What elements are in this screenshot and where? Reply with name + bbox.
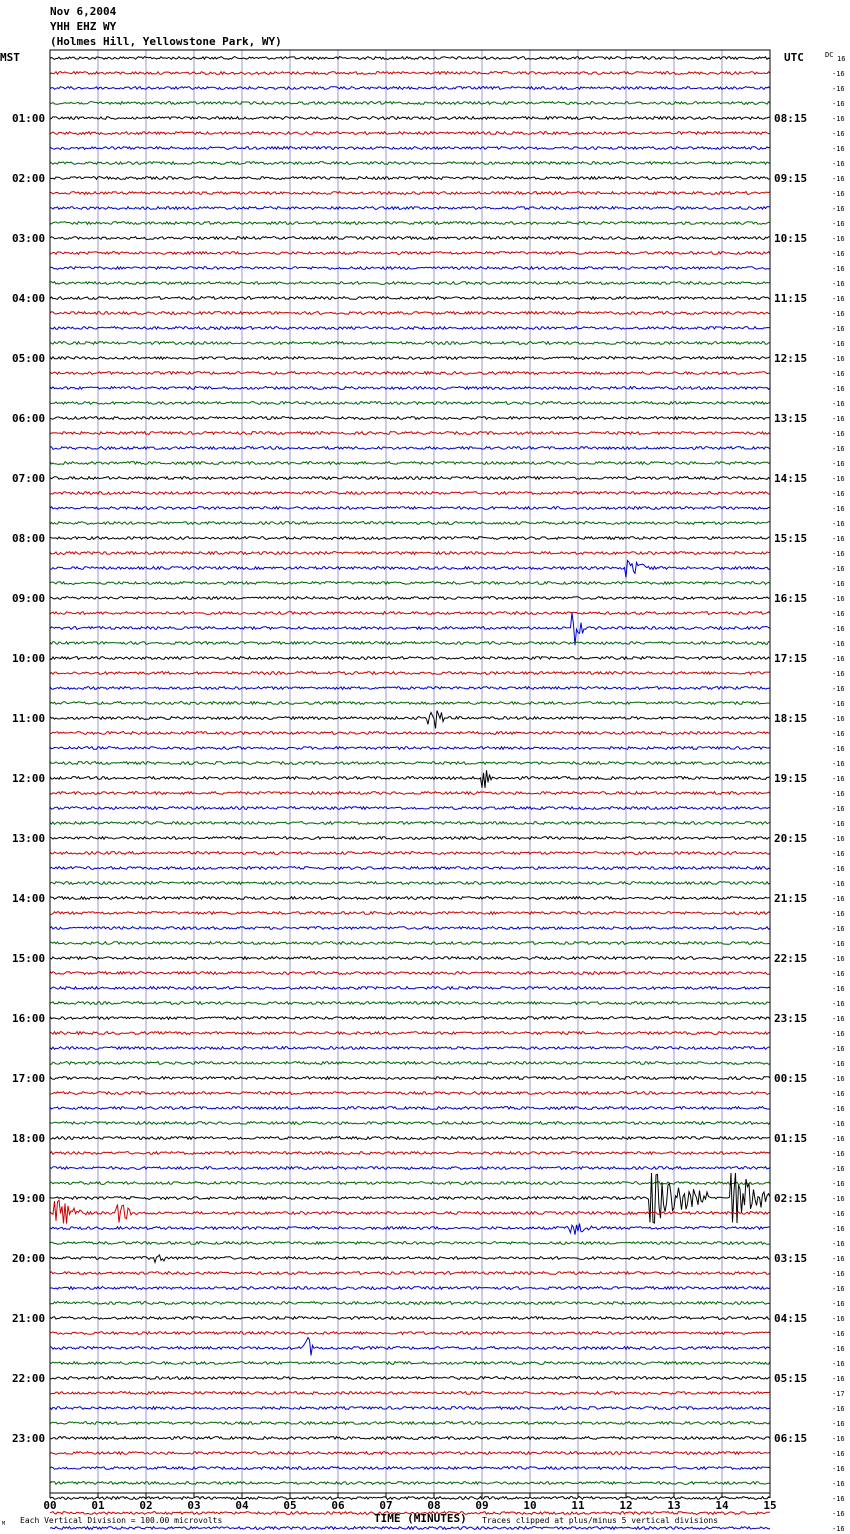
seismic-trace	[50, 162, 770, 165]
dc-offset-label: -16	[832, 310, 845, 318]
seismic-trace	[50, 1287, 770, 1290]
dc-offset-label: -16	[832, 1300, 845, 1308]
left-hour-label: 14:00	[12, 892, 46, 905]
dc-offset-label: -16	[832, 1240, 845, 1248]
dc-offset-label: -16	[832, 1135, 845, 1143]
seismic-trace	[50, 117, 770, 120]
seismic-trace	[50, 672, 770, 675]
seismic-trace	[50, 1527, 770, 1530]
seismic-trace	[50, 837, 770, 840]
seismic-trace	[50, 792, 770, 795]
dc-offset-label: -16	[832, 580, 845, 588]
dc-offset-label: -16	[832, 910, 845, 918]
dc-offset-label: -16	[832, 1420, 845, 1428]
seismic-trace	[50, 1255, 770, 1263]
dc-offset-label: 16	[837, 55, 846, 63]
dc-offset-label: -16	[832, 295, 845, 303]
dc-offset-label: -16	[832, 505, 845, 513]
dc-offset-label: -16	[832, 610, 845, 618]
dc-offset-label: -16	[832, 775, 845, 783]
seismic-trace	[50, 297, 770, 300]
dc-offset-label: -16	[832, 640, 845, 648]
x-tick-label: 00	[43, 1499, 57, 1512]
left-hour-label: 02:00	[12, 172, 46, 185]
seismic-trace	[50, 477, 770, 480]
dc-offset-label: -16	[832, 460, 845, 468]
x-tick-label: 09	[475, 1499, 489, 1512]
seismic-trace	[50, 1032, 770, 1035]
right-timezone-label: UTC	[784, 51, 804, 64]
right-hour-label: 21:15	[774, 892, 808, 905]
seismic-trace	[50, 492, 770, 495]
dc-offset-label: -16	[832, 670, 845, 678]
seismic-trace	[50, 72, 770, 75]
seismic-trace	[50, 1482, 770, 1485]
seismic-trace	[50, 852, 770, 855]
seismic-trace	[50, 1047, 770, 1050]
dc-offset-label: -16	[832, 1105, 845, 1113]
seismic-trace	[50, 770, 770, 788]
seismic-trace	[50, 282, 770, 285]
dc-offset-label: -16	[832, 520, 845, 528]
seismic-trace	[50, 702, 770, 705]
dc-offset-label: -16	[832, 1435, 845, 1443]
dc-header-label: DC	[825, 51, 834, 59]
dc-offset-label: -16	[832, 1045, 845, 1053]
seismic-trace	[50, 327, 770, 330]
seismic-trace	[50, 57, 770, 60]
header-location: (Holmes Hill, Yellowstone Park, WY)	[50, 35, 282, 48]
dc-offset-label: -16	[832, 1360, 845, 1368]
right-hour-label: 19:15	[774, 772, 808, 785]
dc-offset-label: -16	[832, 1525, 845, 1533]
dc-offset-label: -16	[832, 550, 845, 558]
seismic-trace	[50, 1497, 770, 1500]
left-hour-label: 04:00	[12, 292, 46, 305]
x-tick-label: 07	[379, 1499, 393, 1512]
right-hour-label: 09:15	[774, 172, 808, 185]
seismic-trace	[50, 1452, 770, 1455]
right-hour-label: 03:15	[774, 1252, 808, 1265]
dc-offset-label: -16	[832, 1495, 845, 1503]
left-hour-label: 22:00	[12, 1372, 46, 1385]
right-hour-label: 16:15	[774, 592, 808, 605]
x-tick-label: 13	[667, 1499, 681, 1512]
seismic-trace	[50, 222, 770, 225]
seismic-trace	[50, 882, 770, 885]
x-tick-label: 15	[763, 1499, 777, 1512]
seismic-traces	[50, 57, 770, 1534]
right-hour-label: 17:15	[774, 652, 808, 665]
dc-offset-label: -16	[832, 340, 845, 348]
dc-offset-label: -16	[832, 1345, 845, 1353]
seismic-trace	[50, 1152, 770, 1155]
seismic-trace	[50, 822, 770, 825]
seismic-trace	[50, 417, 770, 420]
dc-offset-label: -16	[832, 1465, 845, 1473]
right-hour-label: 05:15	[774, 1372, 808, 1385]
seismic-trace	[50, 732, 770, 735]
right-hour-label: 14:15	[774, 472, 808, 485]
right-hour-label: 08:15	[774, 112, 808, 125]
left-hour-label: 10:00	[12, 652, 46, 665]
seismic-trace	[50, 613, 770, 646]
corner-mark: M	[2, 1521, 6, 1527]
seismic-trace	[50, 807, 770, 810]
left-hour-label: 11:00	[12, 712, 46, 725]
seismic-trace	[50, 972, 770, 975]
right-hour-label: 18:15	[774, 712, 808, 725]
seismic-trace	[50, 1167, 770, 1170]
seismic-trace	[50, 927, 770, 930]
dc-offset-label: -16	[832, 1375, 845, 1383]
dc-offset-label: -16	[832, 565, 845, 573]
seismic-trace	[50, 1107, 770, 1110]
dc-offset-label: -16	[832, 85, 845, 93]
dc-offset-label: -16	[832, 895, 845, 903]
seismic-trace	[50, 1338, 770, 1356]
dc-offset-label: -16	[832, 625, 845, 633]
dc-offset-label: -16	[832, 1075, 845, 1083]
dc-offset-label: -16	[832, 145, 845, 153]
x-tick-label: 03	[187, 1499, 201, 1512]
dc-offset-label: -16	[832, 1405, 845, 1413]
seismic-trace	[50, 762, 770, 765]
seismic-trace	[50, 387, 770, 390]
seismic-trace	[50, 207, 770, 210]
dc-offset-label: -16	[832, 535, 845, 543]
header-station: YHH EHZ WY	[50, 20, 117, 33]
x-tick-label: 12	[619, 1499, 633, 1512]
left-hour-label: 03:00	[12, 232, 46, 245]
seismic-trace	[50, 1242, 770, 1245]
seismic-trace	[50, 561, 770, 578]
clip-note: Traces clipped at plus/minus 5 vertical divisions	[482, 1516, 719, 1525]
seismic-trace	[50, 1200, 770, 1223]
dc-offset-label: -16	[832, 115, 845, 123]
seismic-trace	[50, 1224, 770, 1235]
x-axis-title: TIME (MINUTES)	[374, 1512, 467, 1525]
seismic-trace	[50, 747, 770, 750]
left-hour-label: 20:00	[12, 1252, 46, 1265]
dc-offset-label: -16	[832, 1090, 845, 1098]
seismic-trace	[50, 1077, 770, 1080]
dc-offset-label: -17	[832, 1390, 845, 1398]
dc-offset-label: -16	[832, 790, 845, 798]
dc-offset-label: -16	[832, 955, 845, 963]
seismic-trace	[50, 957, 770, 960]
right-hour-label: 15:15	[774, 532, 808, 545]
seismic-trace	[50, 1137, 770, 1140]
x-tick-label: 11	[571, 1499, 585, 1512]
seismic-trace	[50, 1392, 770, 1395]
dc-offset-label: -16	[832, 760, 845, 768]
dc-offset-label: -16	[832, 160, 845, 168]
seismic-trace	[50, 657, 770, 660]
seismic-trace	[50, 1362, 770, 1365]
dc-offset-label: -16	[832, 190, 845, 198]
dc-offset-label: -16	[832, 370, 845, 378]
seismic-trace	[50, 1377, 770, 1380]
seismic-trace	[50, 267, 770, 270]
dc-offset-label: -16	[832, 1315, 845, 1323]
x-tick-label: 05	[283, 1499, 297, 1512]
dc-offset-label: -16	[832, 385, 845, 393]
header-date: Nov 6,2004	[50, 5, 117, 18]
dc-offset-label: -16	[832, 880, 845, 888]
dc-offset-label: -16	[832, 1030, 845, 1038]
dc-offset-label: -16	[832, 700, 845, 708]
seismic-trace	[50, 1437, 770, 1440]
dc-offset-label: -16	[832, 280, 845, 288]
right-hour-label: 11:15	[774, 292, 808, 305]
seismic-trace	[50, 582, 770, 585]
dc-offset-label: -16	[832, 730, 845, 738]
seismic-trace	[50, 507, 770, 510]
dc-offset-label: -16	[832, 805, 845, 813]
left-hour-label: 12:00	[12, 772, 46, 785]
dc-offset-label: -16	[832, 970, 845, 978]
seismic-trace	[50, 432, 770, 435]
right-hour-label: 12:15	[774, 352, 808, 365]
right-hour-label: 13:15	[774, 412, 808, 425]
dc-offset-label: -16	[832, 430, 845, 438]
left-timezone-label: MST	[0, 51, 20, 64]
right-hour-label: 06:15	[774, 1432, 808, 1445]
x-tick-label: 02	[139, 1499, 153, 1512]
seismic-trace	[50, 252, 770, 255]
seismic-trace	[50, 177, 770, 180]
seismic-trace	[50, 1407, 770, 1410]
right-hour-label: 20:15	[774, 832, 808, 845]
dc-offset-label: -16	[832, 1120, 845, 1128]
seismic-trace	[50, 552, 770, 555]
left-hour-label: 21:00	[12, 1312, 46, 1325]
dc-offset-label: -16	[832, 1255, 845, 1263]
seismic-trace	[50, 1317, 770, 1320]
dc-offset-label: -16	[832, 235, 845, 243]
dc-offset-label: -16	[832, 265, 845, 273]
seismic-trace	[50, 192, 770, 195]
x-tick-label: 10	[523, 1499, 537, 1512]
dc-offset-label: -16	[832, 130, 845, 138]
right-hour-label: 10:15	[774, 232, 808, 245]
seismic-trace	[50, 612, 770, 615]
seismic-trace	[50, 462, 770, 465]
dc-offset-label: -16	[832, 475, 845, 483]
x-tick-label: 04	[235, 1499, 249, 1512]
seismic-trace	[50, 897, 770, 900]
dc-offset-label: -16	[832, 205, 845, 213]
seismic-trace	[50, 711, 770, 729]
left-hour-label: 01:00	[12, 112, 46, 125]
right-hour-label: 23:15	[774, 1012, 808, 1025]
seismic-trace	[50, 147, 770, 150]
dc-offset-label: -16	[832, 850, 845, 858]
dc-offset-label: -16	[832, 1225, 845, 1233]
seismic-trace	[50, 522, 770, 525]
left-hour-label: 07:00	[12, 472, 46, 485]
seismic-trace	[50, 87, 770, 90]
left-hour-label: 19:00	[12, 1192, 46, 1205]
dc-offset-label: -16	[832, 1150, 845, 1158]
dc-offset-label: -16	[832, 1480, 845, 1488]
dc-offset-label: -16	[832, 1180, 845, 1188]
seismic-trace	[50, 1122, 770, 1125]
left-hour-label: 05:00	[12, 352, 46, 365]
dc-offset-label: -16	[832, 1195, 845, 1203]
seismic-trace	[50, 1422, 770, 1425]
left-hour-label: 23:00	[12, 1432, 46, 1445]
dc-offset-label: -16	[832, 415, 845, 423]
dc-offset-label: -16	[832, 745, 845, 753]
seismic-trace	[50, 642, 770, 645]
x-tick-label: 06	[331, 1499, 345, 1512]
seismic-trace	[50, 1467, 770, 1470]
seismic-trace	[50, 357, 770, 360]
dc-offset-label: -16	[832, 1285, 845, 1293]
dc-offset-label: -16	[832, 1450, 845, 1458]
right-hour-label: 02:15	[774, 1192, 808, 1205]
left-hour-label: 17:00	[12, 1072, 46, 1085]
left-hour-label: 09:00	[12, 592, 46, 605]
dc-offset-label: -16	[832, 1165, 845, 1173]
seismic-trace	[50, 1062, 770, 1065]
seismic-trace	[50, 102, 770, 105]
right-hour-label: 01:15	[774, 1132, 808, 1145]
seismic-trace	[50, 597, 770, 600]
dc-offset-label: -16	[832, 100, 845, 108]
dc-offset-label: -16	[832, 940, 845, 948]
dc-offset-label: -16	[832, 835, 845, 843]
dc-offset-label: -16	[832, 1210, 845, 1218]
left-hour-label: 15:00	[12, 952, 46, 965]
seismic-trace	[50, 447, 770, 450]
seismic-trace	[50, 987, 770, 990]
seismic-trace	[50, 312, 770, 315]
dc-offset-label: -16	[832, 1060, 845, 1068]
dc-offset-label: -16	[832, 1015, 845, 1023]
seismic-trace	[50, 1302, 770, 1305]
dc-offset-label: -16	[832, 925, 845, 933]
seismic-trace	[50, 942, 770, 945]
dc-offset-label: -16	[832, 1510, 845, 1518]
dc-offset-label: -16	[832, 595, 845, 603]
dc-offset-label: -16	[832, 1000, 845, 1008]
left-hour-label: 06:00	[12, 412, 46, 425]
dc-offset-label: -16	[832, 325, 845, 333]
dc-offset-label: -16	[832, 400, 845, 408]
dc-offset-label: -16	[832, 250, 845, 258]
right-hour-label: 22:15	[774, 952, 808, 965]
seismic-trace	[50, 1173, 770, 1223]
seismic-trace	[50, 1002, 770, 1005]
dc-offset-label: -16	[832, 490, 845, 498]
dc-offset-label: -16	[832, 70, 845, 78]
seismic-trace	[50, 912, 770, 915]
right-hour-label: 04:15	[774, 1312, 808, 1325]
dc-offset-label: -16	[832, 1270, 845, 1278]
left-hour-label: 16:00	[12, 1012, 46, 1025]
dc-offset-label: -16	[832, 445, 845, 453]
dc-offset-label: -16	[832, 985, 845, 993]
dc-offset-label: -16	[832, 220, 845, 228]
seismic-trace	[50, 132, 770, 135]
right-hour-label: 00:15	[774, 1072, 808, 1085]
left-hour-label: 08:00	[12, 532, 46, 545]
left-hour-label: 18:00	[12, 1132, 46, 1145]
seismic-trace	[50, 372, 770, 375]
x-tick-label: 01	[91, 1499, 105, 1512]
seismic-trace	[50, 537, 770, 540]
dc-offset-label: -16	[832, 865, 845, 873]
dc-offset-label: -16	[832, 715, 845, 723]
scale-note: Each Vertical Division = 100.00 microvolts	[20, 1516, 223, 1525]
x-tick-label: 08	[427, 1499, 441, 1512]
dc-offset-label: -16	[832, 175, 845, 183]
seismic-trace	[50, 1272, 770, 1275]
seismic-trace	[50, 1017, 770, 1020]
dc-offset-label: -16	[832, 685, 845, 693]
seismic-trace	[50, 1092, 770, 1095]
dc-offset-label: -16	[832, 820, 845, 828]
seismic-trace	[50, 402, 770, 405]
dc-offset-label: -16	[832, 655, 845, 663]
seismic-trace	[50, 687, 770, 690]
dc-offset-label: -16	[832, 355, 845, 363]
left-hour-label: 13:00	[12, 832, 46, 845]
seismic-trace	[50, 867, 770, 870]
seismic-trace	[50, 1332, 770, 1335]
seismic-trace	[50, 342, 770, 345]
dc-offset-label: -16	[832, 1330, 845, 1338]
x-tick-label: 14	[715, 1499, 729, 1512]
seismic-trace	[50, 237, 770, 240]
